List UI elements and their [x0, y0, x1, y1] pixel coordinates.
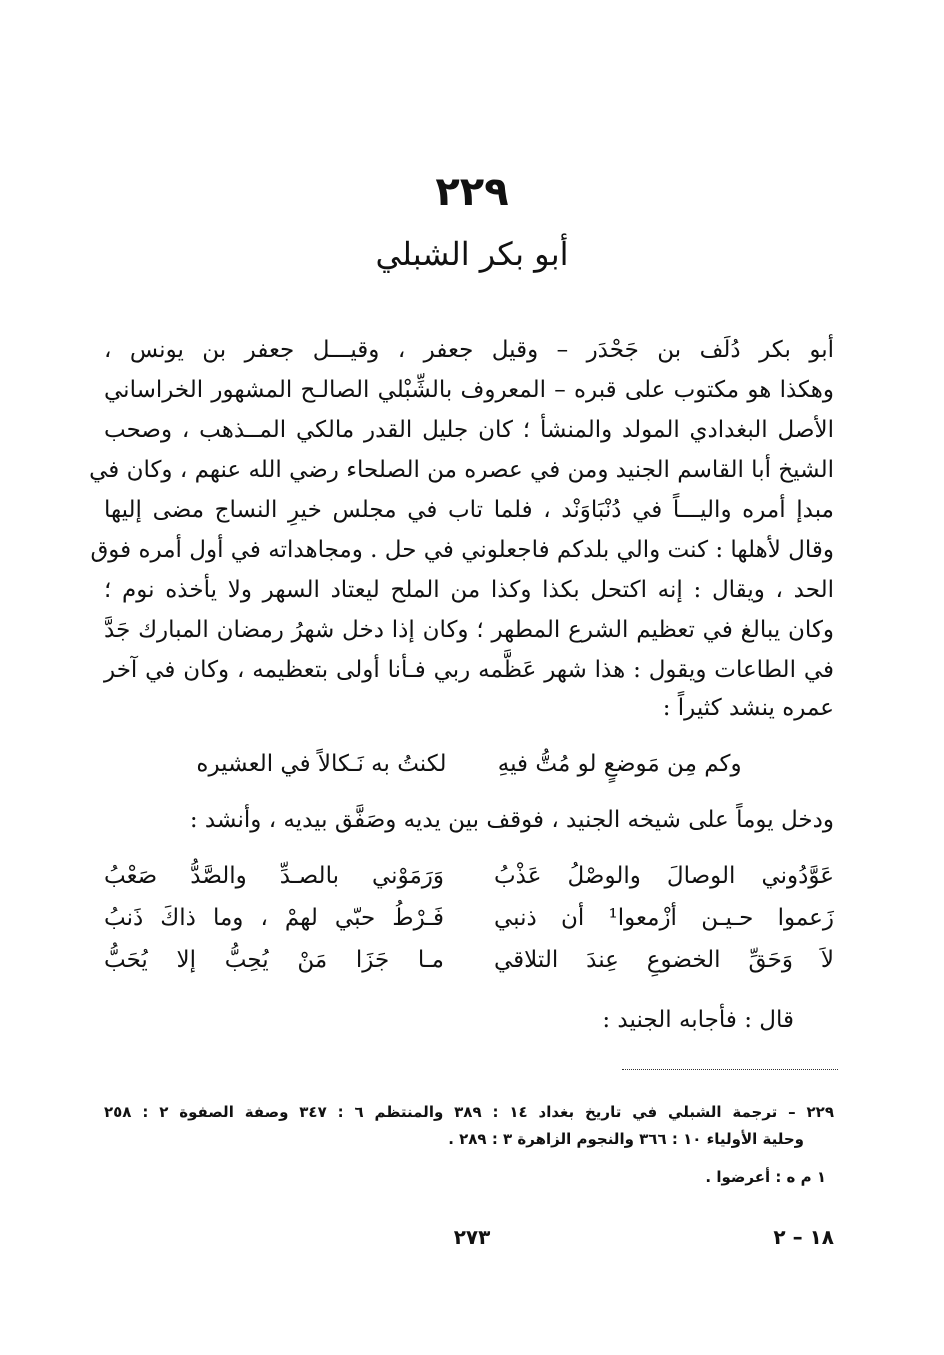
verse-couplet	[104, 898, 834, 938]
body-line: وكان يبالغ في تعظيم الشرع المطهر ؛ وكان إذا دخل شهرُ رمضان المبارك جَدَّ	[104, 617, 834, 643]
verse-couplet	[104, 940, 834, 980]
verse-second-hemistich: وَرَمَوْني بالصـدِّ والصَّدُّ صَعْبُ	[104, 863, 444, 889]
body-line: وهكذا هو مكتوب على قبره – المعروف بالشِّبْلي الصالـح المشهور الخراساني	[104, 377, 834, 403]
body-line: الأصل البغدادي المولد والمنشأ ؛ كان جليل القدر مالكي المــذهب ، وصحب	[104, 417, 834, 443]
verse-first-hemistich: زَعموا حـيـن أزْمعوا¹ أن ذنبي	[494, 905, 834, 931]
body-line: وقال لأهلها : كنت والي بلدكم فاجعلوني في حل . ومجاهداته في أول أمره فوق	[90, 537, 834, 563]
body-line: عمره ينشد كثيراً :	[662, 695, 834, 721]
body-line: الحد ، ويقال : إنه اكتحل بكذا وكذا من الملح ليعتاد السهر ولا يأخذه نوم ؛	[104, 577, 834, 603]
verse-second-hemistich: لكنتُ به نَـكالاً في العشيره	[196, 751, 447, 777]
verse-first-hemistich: وكم مِن مَوضعٍ لو مُتُّ فيهِ	[497, 751, 742, 777]
verse-first-hemistich: لاَ وَحَقِّ الخضوعِ عِندَ التلاقي	[494, 947, 834, 973]
entry-number: ٢٢٩	[435, 169, 509, 215]
body-line: في الطاعات ويقول : هذا شهر عَظَّمه ربي فـأنا أولى بتعظيمه ، وكان في آخر	[104, 657, 834, 683]
footnote-separator	[622, 1069, 838, 1070]
body-line: مبدإ أمره واليـــاً في دُنْبَاوَنْد ، فلما تاب في مجلس خيرِ النساج مضى إليها	[104, 497, 834, 523]
verse-second-hemistich: فَـرْطُ حبّي لهمْ ، وما ذاكَ ذَنبُ	[104, 905, 444, 931]
body-line: الشيخ أبا القاسم الجنيد ومن في عصره من الصلحاء رضي الله عنهم ، وكان في	[89, 457, 834, 483]
footnote-variant: ١ م ه : أعرضوا .	[705, 1168, 826, 1186]
verse-first-hemistich: عَوَّدُوني الوصالَ والوصْلُ عَذْبُ	[494, 863, 834, 889]
footnote-line: وحلية الأولياء ١٠ : ٣٦٦ والنجوم الزاهرة ٣ : ٢٨٩ .	[448, 1130, 804, 1148]
footnote-line: ٢٢٩ – ترجمة الشبلي في تاريخ بغداد ١٤ : ٣٨٩ والمنتظم ٦ : ٣٤٧ وصفة الصفوة ٢ : ٢٥٨	[104, 1103, 834, 1121]
verse-couplet	[104, 744, 834, 784]
page-number: ٢٧٣	[453, 1225, 491, 1249]
verse-couplet	[104, 856, 834, 896]
prose-line: قال : فأجابه الجنيد :	[602, 1007, 794, 1033]
verse-second-hemistich: مـا جَزَا مَنْ يُحِبُّ إلا يُحَبُّ	[104, 947, 444, 973]
prose-line: ودخل يوماً على شيخه الجنيد ، فوقف بين يديه وصَفَّق بيديه ، وأنشد :	[189, 807, 834, 833]
entry-title: أبو بكر الشبلي	[375, 235, 569, 273]
signature-mark: ١٨ – ٢	[773, 1225, 834, 1249]
body-line: أبو بكر دُلَف بن جَحْدَر – وقيل جعفر ، وقيـــل جعفر بن يونس ،	[104, 337, 834, 363]
